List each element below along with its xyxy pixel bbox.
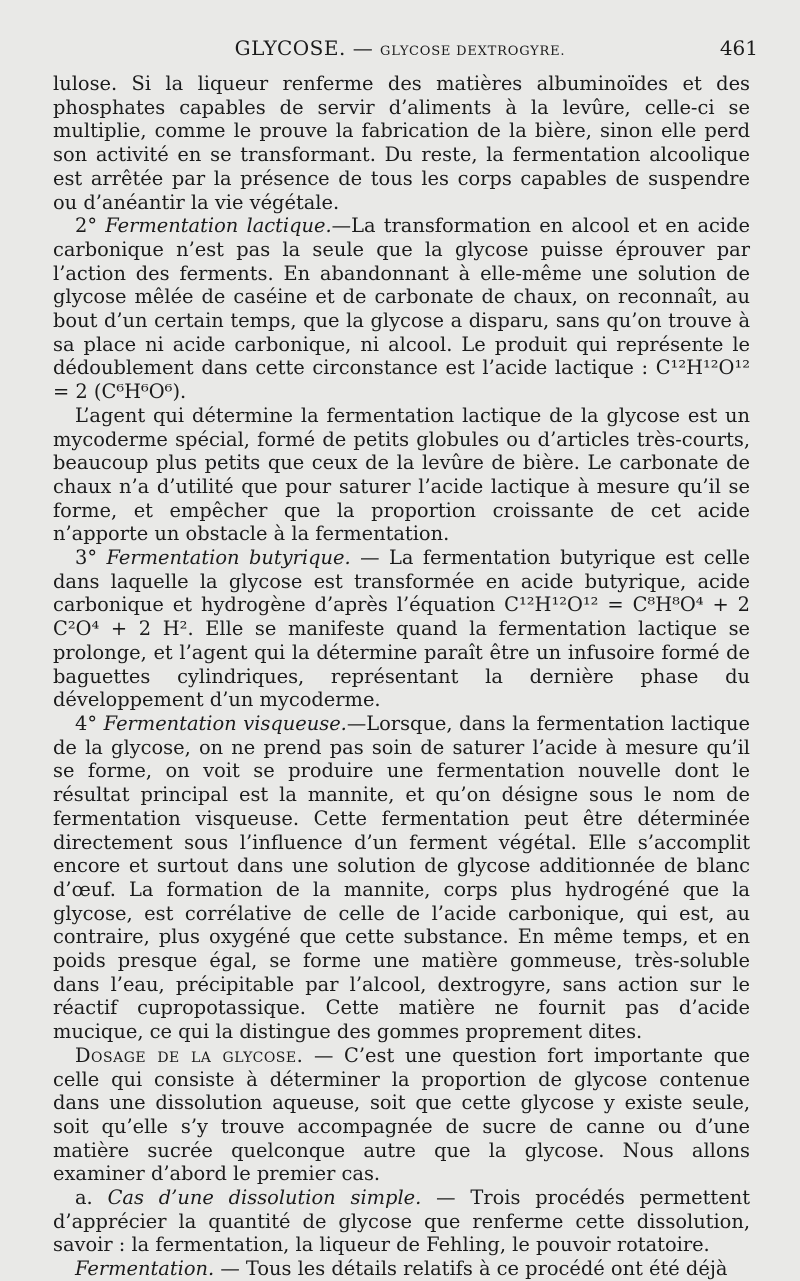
paragraph-3	[53, 404, 750, 546]
page-number: 461	[719, 36, 758, 60]
paragraph-text: L’agent qui détermine la fermentation lactique de la glycose est un mycoderme spécial, formé de petits globules ou d’articles très-courts, beaucoup plus petits que ceux de la levûre de bière. Le carbonate de chaux n’a d’utilité que pour saturer l’acide lactique à mesure qu’il se forme, et empêcher que la proportion croissante de cet acide n’apporte un obstacle à la fermentation.	[53, 403, 750, 546]
section-heading: Fermentation visqueuse.	[103, 711, 347, 735]
paragraph-fermentation	[53, 1257, 750, 1281]
header-separator: —	[352, 36, 374, 60]
section-heading: Cas d’une dissolution simple.	[107, 1186, 422, 1210]
header-title: GLYCOSE.	[234, 36, 346, 60]
section-heading: Dosage de la glycose.	[75, 1043, 304, 1067]
paragraph-text: — C’est une question fort importante que celle qui consiste à déterminer la proportion de glycose contenue dans une dissolution aqueuse, soit que cette glycose y existe seule, soit qu’elle s’y trouve accompagnée de sucre de canne ou d’une matière sucrée quelconque autre que la glycose. Nous allons examiner d’abord le premier cas.	[53, 1043, 750, 1186]
paragraph-text: — Trois procédés permettent d’apprécier la quantité de glycose que renferme cette dissolution, savoir : la fermentation, la liqueur de Fehling, le pouvoir rotatoire.	[53, 1186, 750, 1257]
section-number: 3°	[75, 546, 98, 570]
chemical-formula: C¹²H¹²O¹² = 2 (C⁶H⁶O⁶).	[53, 356, 750, 404]
section-heading: Fermentation.	[75, 1257, 215, 1281]
paragraph-fermentation-visqueuse	[53, 712, 750, 1044]
paragraph-1	[53, 72, 750, 214]
paragraph-dissolution-simple	[53, 1186, 750, 1257]
body-text	[53, 72, 750, 1281]
section-heading: Fermentation butyrique.	[106, 546, 351, 570]
paragraph-text: — La fermentation butyrique est celle dans laquelle la glycose est transformée en acide butyrique, acide carbonique et hydrogène d’après l’équation	[53, 546, 750, 617]
paragraph-fermentation-butyrique	[53, 546, 750, 712]
paragraph-text: —La transformation en alcool et en acide carbonique n’est pas la seule que la glycose puisse éprouver par l’action des ferments. En abandonnant à elle-même une solution de glycose mêlée de caséine et de carbonate de chaux, on reconnaît, au bout d’un certain temps, que la glycose a disparu, sans qu’on trouve à sa place ni acide carbonique, ni alcool. Le produit qui représente le dédoublement dans cette circonstance est l’acide lactique :	[53, 214, 750, 380]
paragraph-fermentation-lactique	[53, 214, 750, 404]
paragraph-text: —Lorsque, dans la fermentation lactique de la glycose, on ne prend pas soin de saturer l’acide à mesure qu’il se forme, on voit se produire une fermentation nouvelle dont le résultat principal est la mannite, et qu’on désigne sous le nom de fermentation visqueuse. Cette fermentation peut être déterminée directement sous l’influence d’un ferment végétal. Elle s’accomplit encore et surtout dans une solution de glycose additionnée de blanc d’œuf. La formation de la mannite, corps plus hydrogéné que la glycose, est corrélative de celle de l’acide carbonique, qui est, au contraire, plus oxygéné que cette substance. En même temps, et en poids presque égal, se forme une matière gommeuse, très-soluble dans l’eau, précipitable par l’alcool, dextrogyre, sans action sur le réactif cupropotassique. Cette matière ne fournit pas d’acide mucique, ce qui la distingue des gommes proprement dites.	[53, 711, 750, 1044]
running-header	[0, 32, 800, 68]
section-number: 4°	[75, 711, 98, 735]
chemical-equation: C¹²H¹²O¹² = C⁸H⁸O⁴ + 2 C²O⁴ + 2 H².	[53, 593, 751, 641]
paragraph-dosage	[53, 1044, 750, 1186]
section-heading: Fermentation lactique.	[105, 214, 332, 238]
paragraph-text: lulose. Si la liqueur renferme des matières albuminoïdes et des phosphates capables de servir d’aliments à la levûre, celle-ci se multiplie, comme le prouve la fabrication de la bière, sinon elle perd son activité en se transformant. Du reste, la fermentation alcoolique est arrêtée par la présence de tous les corps capables de suspendre ou d’anéantir la vie végétale.	[53, 72, 750, 214]
section-number: 2°	[75, 214, 98, 238]
running-title	[0, 36, 800, 60]
paragraph-text: — Tous les détails relatifs à ce procédé ont été déjà	[220, 1257, 728, 1281]
header-subtitle: GLYCOSE DEXTROGYRE.	[380, 44, 566, 59]
section-number: a.	[75, 1186, 93, 1210]
paragraph-text: Elle se manifeste quand la fermentation lactique se prolonge, et l’agent qui la détermine paraît être un infusoire formé de baguettes cylindriques, représentant la dernière phase du développement d’un mycoderme.	[53, 617, 750, 712]
